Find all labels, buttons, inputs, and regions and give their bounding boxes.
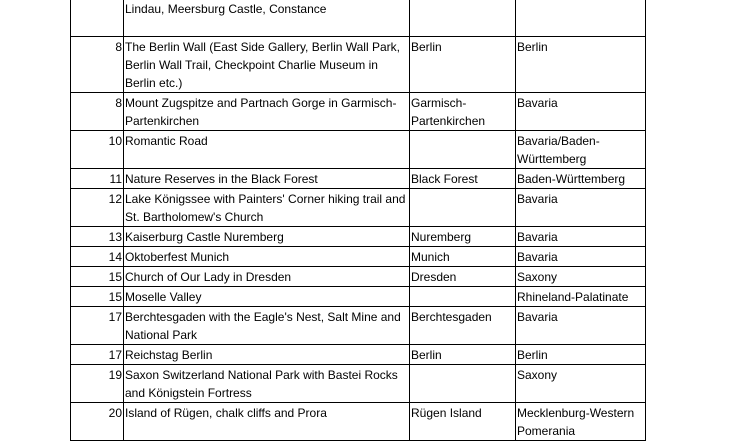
attraction-cell: Church of Our Lady in Dresden [124,267,410,287]
table-row [71,345,646,365]
state-cell: Bavaria [516,307,646,345]
city-cell [410,0,516,37]
rank-cell: 13 [71,227,124,247]
rank-cell: 17 [71,307,124,345]
city-cell: Berlin [410,37,516,93]
rank-cell: 10 [71,131,124,169]
rank-cell: 12 [71,189,124,227]
attraction-cell: Saxon Switzerland National Park with Bastei Rocks and Königstein Fortress [124,365,410,403]
rank-cell: 17 [71,345,124,365]
city-cell: Munich [410,247,516,267]
state-cell: Baden-Württemberg [516,169,646,189]
rank-cell: 14 [71,247,124,267]
city-cell: Nuremberg [410,227,516,247]
rank-cell [71,0,124,37]
state-cell: Berlin [516,37,646,93]
city-cell: Garmisch-Partenkirchen [410,93,516,131]
attraction-cell: Reichstag Berlin [124,345,410,365]
table-row [71,227,646,247]
attraction-cell: Moselle Valley [124,287,410,307]
table-row [71,189,646,227]
city-cell: Black Forest [410,169,516,189]
rank-cell: 15 [71,267,124,287]
state-cell: Saxony [516,365,646,403]
table-row [71,37,646,93]
state-cell: Bavaria [516,93,646,131]
attraction-cell: Lindau, Meersburg Castle, Constance [124,0,410,37]
table-row [71,307,646,345]
state-cell: Saxony [516,267,646,287]
attraction-cell: Mount Zugspitze and Partnach Gorge in Garmisch-Partenkirchen [124,93,410,131]
table-row [71,93,646,131]
attractions-table-body [71,0,646,441]
table-row [71,365,646,403]
city-cell: Dresden [410,267,516,287]
state-cell: Mecklenburg-Western Pomerania [516,403,646,441]
attraction-cell: Berchtesgaden with the Eagle's Nest, Salt Mine and National Park [124,307,410,345]
rank-cell: 15 [71,287,124,307]
state-cell [516,0,646,37]
table-row [71,169,646,189]
city-cell: Rügen Island [410,403,516,441]
attraction-cell: Romantic Road [124,131,410,169]
state-cell: Rhineland-Palatinate [516,287,646,307]
attraction-cell: Nature Reserves in the Black Forest [124,169,410,189]
table-row [71,0,646,37]
table-row [71,247,646,267]
rank-cell: 8 [71,37,124,93]
city-cell [410,287,516,307]
city-cell [410,365,516,403]
attraction-cell: Oktoberfest Munich [124,247,410,267]
table-row [71,287,646,307]
table-row [71,131,646,169]
attraction-cell: Kaiserburg Castle Nuremberg [124,227,410,247]
state-cell: Bavaria [516,189,646,227]
city-cell [410,131,516,169]
city-cell: Berlin [410,345,516,365]
table-row [71,267,646,287]
rank-cell: 19 [71,365,124,403]
rank-cell: 11 [71,169,124,189]
city-cell [410,189,516,227]
attraction-cell: The Berlin Wall (East Side Gallery, Berlin Wall Park, Berlin Wall Trail, Checkpoint Charlie Museum in Berlin etc.) [124,37,410,93]
rank-cell: 20 [71,403,124,441]
rank-cell: 8 [71,93,124,131]
state-cell: Bavaria [516,247,646,267]
state-cell: Bavaria/Baden-Württemberg [516,131,646,169]
state-cell: Berlin [516,345,646,365]
state-cell: Bavaria [516,227,646,247]
attraction-cell: Island of Rügen, chalk cliffs and Prora [124,403,410,441]
table-row [71,403,646,441]
attraction-cell: Lake Königssee with Painters' Corner hiking trail and St. Bartholomew's Church [124,189,410,227]
city-cell: Berchtesgaden [410,307,516,345]
attractions-table [70,0,646,441]
